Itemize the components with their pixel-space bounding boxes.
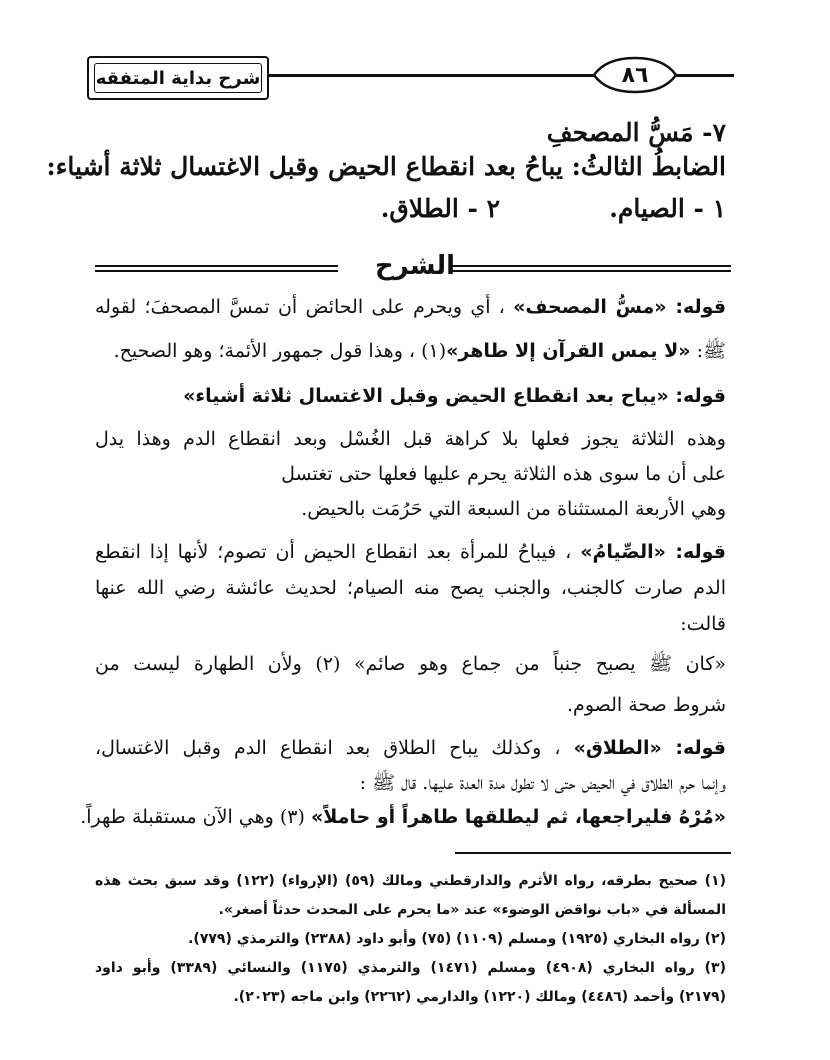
para-3-line-2: على أن ما سوى هذه الثلاثة يحرم عليها فعلها حتى تغتسل: [281, 463, 726, 485]
matn-item-7: ٧- مَسُّ المصحفِ: [546, 118, 726, 147]
footnote-separator: [455, 852, 731, 854]
sharh-rule-right-2: [452, 270, 731, 272]
footnote-2: (٢) رواه البخاري (١٩٢٥) ومسلم (١١٠٩) (٧٥) وأبو داود (٢٣٨٨) والترمذي (٧٧٩).: [188, 931, 726, 947]
para-4-line-3: قالت:: [680, 613, 726, 635]
footnote-3-line-1: (٣) رواه البخاري (٤٩٠٨) ومسلم (١٤٧١) والترمذي (١١٧٥) والنسائي (٣٣٨٩) وأبو داود: [95, 960, 726, 976]
para-4-line-2: الدم صارت كالجنب، والجنب يصح منه الصيام؛ لحديث عائشة رضي الله عنها: [95, 577, 726, 599]
matn-item-1: ١ - الصيام.: [609, 194, 726, 223]
para-3-line-1: وهذه الثلاثة يجوز فعلها بلا كراهة قبل الغُسْل وبعد انقطاع الدم وهذا يدل: [95, 428, 726, 450]
para-2-line-1: قوله: «يباح بعد انقطاع الحيض وقبل الاغتسال ثلاثة أشياء»: [183, 385, 726, 407]
page-number: ٨٦: [621, 62, 649, 88]
sharh-heading: الشرح: [374, 251, 456, 281]
footnote-3-line-2: (٢١٧٩) وأحمد (٤٤٨٦) ومالك (١٢٢٠) والدارمي (٢٢٦٢) وابن ماجه (٢٠٢٣).: [233, 989, 726, 1005]
running-title: شرح بداية المتفقه: [94, 63, 262, 93]
running-title-box: [87, 56, 269, 100]
para-4-line-1: قوله: «الصِّيامُ» ، فيباحُ للمرأة بعد انقطاع الحيض أن تصوم؛ لأنها إذا انقطع: [95, 541, 726, 563]
sharh-rule-left: [95, 265, 338, 267]
para-1-line-1: قوله: «مسُّ المصحف» ، أي ويحرم على الحائض أن تمسَّ المصحفَ؛ لقوله: [95, 296, 727, 318]
footnote-1-line-2: المسألة في «باب نواقض الوضوء» عند «ما يحرم على المحدث حدثاً أصغر».: [218, 902, 726, 918]
header-rule-right: [676, 74, 734, 77]
footnote-1-line-1: (١) صحيح بطرقه، رواه الأثرم والدارقطني ومالك (٥٩) (الإرواء) (١٢٢) وقد سبق بحث هذه: [95, 873, 726, 889]
para-5-line-1: «كان ﷺ يصبح جنباً من جماع وهو صائم» (٢) ولأن الطهارة ليست من: [95, 653, 726, 675]
matn-item-2: ٢ - الطلاق.: [380, 194, 500, 223]
para-3-line-3: وهي الأربعة المستثناة من السبعة التي حَرُمَت بالحيض.: [301, 498, 726, 520]
sharh-rule-right: [452, 265, 731, 267]
para-6-line-3: «مُرْهُ فليراجعها، ثم ليطلقها طاهراً أو حاملاً» (٣) وهي الآن مستقبلة طهراً.: [80, 806, 726, 828]
sharh-rule-left-2: [95, 270, 338, 272]
matn-dabit-3: الضابطُ الثالثُ: يباحُ بعد انقطاع الحيض وقبل الاغتسال ثلاثة أشياء:: [46, 152, 726, 181]
header-rule-left: [265, 74, 595, 77]
para-6-line-2: وإنما حرم الطلاق في الحيض حتى لا تطول مدة العدة عليها. قال ﷺ :: [359, 772, 726, 794]
para-5-line-2: شروط صحة الصوم.: [567, 694, 726, 716]
para-6-line-1: قوله: «الطلاق» ، وكذلك يباح الطلاق بعد انقطاع الدم وقبل الاغتسال،: [95, 737, 726, 759]
para-1-line-2: ﷺ: «لا يمس القرآن إلا طاهر»(١) ، وهذا قول جمهور الأئمة؛ وهو الصحيح.: [113, 340, 726, 362]
